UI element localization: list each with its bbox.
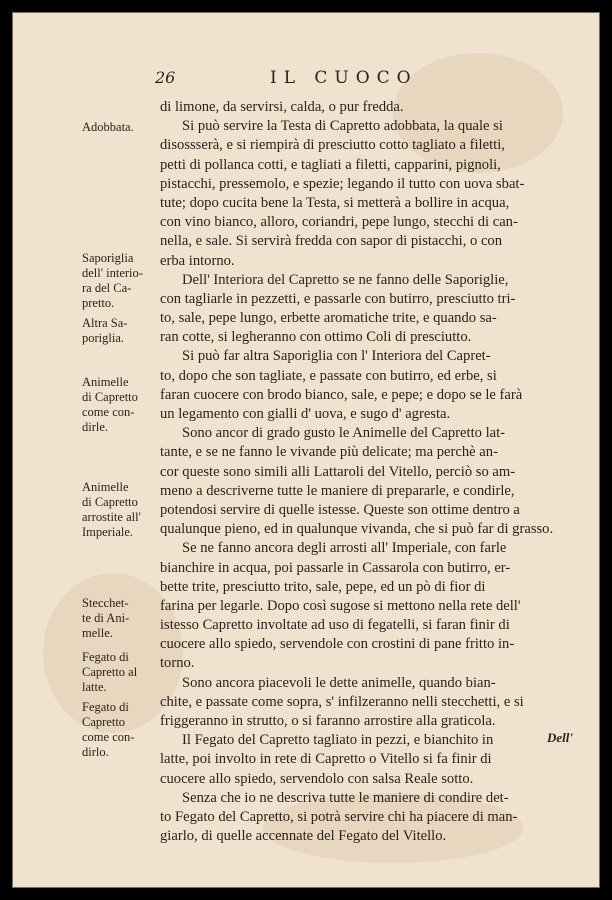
margin-note-altra-saporiglia <box>82 316 158 346</box>
text-line: Sono ancora piacevoli le dette animelle, quando bian- <box>182 674 496 691</box>
running-title: IL CUOCO <box>270 68 418 88</box>
text-line: di limone, da servirsi, calda, o pur fredda. <box>160 99 404 115</box>
text-line: farina per legarle. Dopo così sugose si mettono nella rete dell' <box>160 597 521 614</box>
margin-note-line: come con- <box>82 730 135 744</box>
text-line: bette trite, presciutto trito, sale, pepe, ed un pò di fior di <box>160 578 486 595</box>
margin-note-line: dell' interio- <box>82 266 143 280</box>
margin-note-saporiglia <box>82 251 158 311</box>
margin-note-fegato-latte <box>82 650 158 695</box>
margin-note-line: Capretto <box>82 715 126 729</box>
text-line: Se ne fanno ancora degli arrosti all' Imperiale, con farle <box>182 540 507 557</box>
text-line: disossserà, e si riempirà di presciutto cotto tagliato a filetti, <box>160 137 505 154</box>
margin-note-line: Animelle <box>82 480 129 494</box>
margin-note-stecchette <box>82 596 158 641</box>
margin-note-line: Capretto al <box>82 665 138 679</box>
margin-note-adobbata <box>82 120 158 135</box>
page-header <box>150 68 590 90</box>
text-line: faran cuocere con brodo bianco, sale, e pepe; e dopo se le farà <box>160 386 523 403</box>
text-line: erba intorno. <box>160 252 235 269</box>
text-line: petti di pollanca cotti, e tagliati a filetti, capparini, pignoli, <box>160 156 501 173</box>
text-line: Si può far altra Saporiglia con l' Interiora del Capret- <box>182 348 491 365</box>
margin-note-line: poriglia. <box>82 331 125 345</box>
margin-note-line: Stecchet- <box>82 596 129 610</box>
catchword: Dell' <box>547 730 573 745</box>
margin-note-line: dirlo. <box>82 745 109 759</box>
margin-note-line: melle. <box>82 626 113 640</box>
margin-note-line: Saporiglia <box>82 251 134 265</box>
margin-note-line: come con- <box>82 405 135 419</box>
margin-note-fegato-come-condirlo <box>82 700 158 760</box>
margin-note-line: pretto. <box>82 296 115 310</box>
text-line: Si può servire la Testa di Capretto adobbata, la quale si <box>182 118 503 135</box>
text-line: to Fegato del Capretto, si potrà servire chi ha piacere di man- <box>160 808 518 825</box>
text-line: Senza che io ne descriva tutte le maniere di condire det- <box>182 789 509 806</box>
margin-note-line: Imperiale. <box>82 525 134 539</box>
margin-note-line: Adobbata. <box>82 120 134 134</box>
text-line: to, sale, pepe lungo, erbette aromatiche trite, e quando sa- <box>160 310 497 327</box>
text-line: tante, e se ne fanno le vivande più delicate; ma perchè an- <box>160 444 498 461</box>
text-line: Sono ancor di grado gusto le Animelle del Capretto lat- <box>182 425 506 442</box>
text-line: cuocere allo spiedo, servendolo con salsa Reale sotto. <box>160 770 474 787</box>
text-line: friggeranno in strutto, o si faranno arrostire alla graticola. <box>160 713 496 729</box>
text-line: potendosi servire di quelle istesse. Queste son ottime dentro a <box>160 501 520 518</box>
text-line: qualunque pieno, ed in qualunque vivanda, che si può far di grasso. <box>160 521 554 538</box>
margin-note-line: Animelle <box>82 375 129 389</box>
text-line: bianchire in acqua, poi passarle in Cassarola con butirro, er- <box>160 559 511 576</box>
margin-note-line: te di Ani- <box>82 611 130 625</box>
text-line: meno a descriverne tutte le maniere di prepararle, e condirle, <box>160 482 515 499</box>
text-line: nella, e sale. Si servirà fredda con sapor di pistacchi, o con <box>160 233 503 250</box>
text-line: pistacchi, pressemolo, e spezie; legando il tutto con uova sbat- <box>160 175 525 192</box>
text-line: latte, poi involto in rete di Capretto o Vitello si fa finir di <box>160 751 492 768</box>
page-number: 26 <box>155 68 176 87</box>
text-line: cor queste sono simili alli Lattaroli del Vitello, perciò so am- <box>160 463 516 480</box>
text-line: Il Fegato del Capretto tagliato in pezzi, e bianchito in <box>182 732 494 749</box>
text-line: tute; dopo cucita bene la Testa, si metterà a bollire in acqua, <box>160 194 510 211</box>
text-line: to, dopo che son tagliate, e passate con butirro, ed erbe, si <box>160 367 497 384</box>
margin-note-line: Fegato di <box>82 700 129 714</box>
text-line: ran cotte, si legheranno con ottimo Coli di presciutto. <box>160 329 472 346</box>
margin-note-line: latte. <box>82 680 107 694</box>
margin-note-line: dirle. <box>82 420 109 434</box>
margin-note-line: ra del Ca- <box>82 281 132 295</box>
margin-note-line: Altra Sa- <box>82 316 128 330</box>
text-line: torno. <box>160 655 195 672</box>
margin-note-line: di Capretto <box>82 390 138 404</box>
main-text-block <box>160 98 600 846</box>
text-line: con tagliarle in pezzetti, e passarle con butirro, presciutto tri- <box>160 290 516 307</box>
text-line: chite, e passate come sopra, s' infilzeranno nelli stecchetti, e si <box>160 693 524 710</box>
margin-note-animelle-arrostite <box>82 480 158 540</box>
margin-note-animelle-come-condirle <box>82 375 158 435</box>
text-line: giarlo, di quelle accennate del Fegato del Vitello. <box>160 828 447 845</box>
text-line: cuocere allo spiedo, servendole con crostini di pane fritto in- <box>160 636 515 653</box>
text-line: con vino bianco, alloro, coriandri, pepe lungo, stecchi di can- <box>160 214 518 231</box>
margin-note-line: arrostite all' <box>82 510 141 524</box>
margin-note-line: di Capretto <box>82 495 138 509</box>
text-line: Dell' Interiora del Capretto se ne fanno delle Saporiglie, <box>182 271 509 288</box>
text-line: istesso Capretto involtate ad uso di fegatelli, si faran finir di <box>160 617 510 634</box>
margin-note-line: Fegato di <box>82 650 129 664</box>
text-line: un legamento con gialli d' uova, e sugo d' agresta. <box>160 406 451 422</box>
